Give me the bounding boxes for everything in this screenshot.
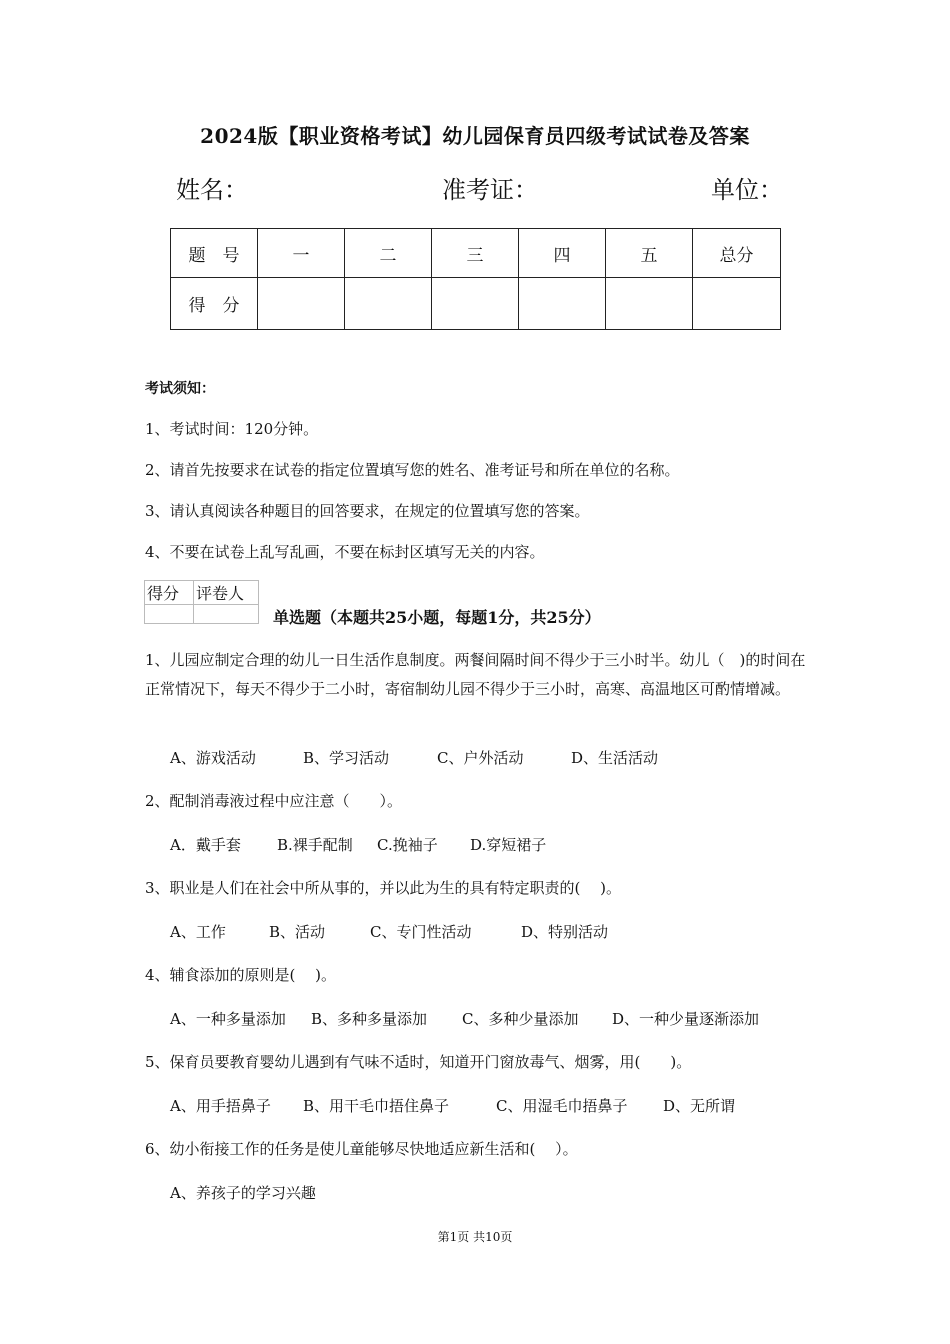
score-table-score-row — [171, 278, 781, 330]
question-3-text: 3、职业是人们在社会中所从事的，并以此为生的具有特定职责的( )。 — [145, 879, 622, 897]
unit-field-label: 单位： — [711, 176, 783, 204]
question-2-option-c: C.挽袖子 — [377, 836, 438, 854]
grader-score-label: 得分 — [145, 581, 194, 605]
score-table — [170, 228, 781, 330]
section-1-score-cell — [258, 278, 345, 330]
grader-score-cell — [145, 605, 194, 624]
question-2-option-b: B.裸手配制 — [277, 836, 353, 854]
score-table-header-row — [171, 229, 781, 278]
question-5-option-b: B、用干毛巾捂住鼻子 — [303, 1097, 450, 1115]
section-5-score-cell — [606, 278, 693, 330]
section-title: 单选题（本题共25小题，每题1分，共25分） — [273, 608, 601, 627]
question-4-option-a: A、一种多量添加 — [170, 1010, 286, 1028]
section-2-header: 二 — [345, 229, 432, 278]
section-2-score-cell — [345, 278, 432, 330]
notice-item: 3、请认真阅读各种题目的回答要求，在规定的位置填写您的答案。 — [145, 502, 590, 520]
score-row-label: 得 分 — [171, 278, 258, 330]
question-number-header: 题 号 — [171, 229, 258, 278]
question-3-option-b: B、活动 — [269, 923, 326, 941]
question-2-option-a: A．戴手套 — [170, 836, 241, 854]
page-footer: 第1页 共10页 — [437, 1230, 513, 1244]
question-1-option-a: A、游戏活动 — [170, 749, 256, 767]
question-3-option-c: C、专门性活动 — [370, 923, 472, 941]
total-score-cell — [693, 278, 781, 330]
notice-item: 1、考试时间：120分钟。 — [145, 420, 319, 438]
question-4-option-d: D、一种少量逐渐添加 — [612, 1010, 760, 1028]
section-4-header: 四 — [519, 229, 606, 278]
section-3-score-cell — [432, 278, 519, 330]
section-1-header: 一 — [258, 229, 345, 278]
question-4-option-c: C、多种少量添加 — [462, 1010, 579, 1028]
document-title: 2024版【职业资格考试】幼儿园保育员四级考试试卷及答案 — [200, 124, 750, 148]
question-1-text: 1、儿园应制定合理的幼儿一日生活作息制度。两餐间隔时间不得少于三小时半。幼儿（ )的时间在正常情况下，每天不得少于二小时，寄宿制幼儿园不得少于三小时，高寒、高温地区可酌情增减。 — [145, 651, 806, 698]
grader-reviewer-cell — [194, 605, 259, 624]
section-3-header: 三 — [432, 229, 519, 278]
question-5-option-c: C、用湿毛巾捂鼻子 — [496, 1097, 628, 1115]
grader-box — [144, 580, 259, 624]
question-4-text: 4、辅食添加的原则是( )。 — [145, 966, 337, 984]
question-4-option-b: B、多种多量添加 — [311, 1010, 428, 1028]
notice-item: 2、请首先按要求在试卷的指定位置填写您的姓名、准考证号和所在单位的名称。 — [145, 461, 680, 479]
question-1-option-c: C、户外活动 — [437, 749, 524, 767]
total-score-header: 总分 — [693, 229, 781, 278]
question-2-option-d: D.穿短裙子 — [470, 836, 547, 854]
question-3-option-a: A、工作 — [170, 923, 226, 941]
exam-notice-heading: 考试须知： — [145, 381, 215, 397]
section-4-score-cell — [519, 278, 606, 330]
question-3-option-d: D、特别活动 — [521, 923, 609, 941]
question-5-option-a: A、用手捂鼻子 — [170, 1097, 271, 1115]
name-field-label: 姓名： — [176, 176, 248, 204]
question-5-option-d: D、无所谓 — [663, 1097, 736, 1115]
section-5-header: 五 — [606, 229, 693, 278]
question-2-text: 2、配制消毒液过程中应注意（ ）。 — [145, 792, 403, 810]
question-6-text: 6、幼小衔接工作的任务是使儿童能够尽快地适应新生活和( ）。 — [145, 1140, 578, 1158]
question-1-option-b: B、学习活动 — [303, 749, 390, 767]
question-1-option-d: D、生活活动 — [571, 749, 659, 767]
grader-reviewer-label: 评卷人 — [194, 581, 259, 605]
question-5-text: 5、保育员要教育婴幼儿遇到有气味不适时，知道开门窗放毒气、烟雾，用( )。 — [145, 1053, 692, 1071]
notice-item: 4、不要在试卷上乱写乱画，不要在标封区填写无关的内容。 — [145, 543, 545, 561]
question-6-option-a: A、养孩子的学习兴趣 — [170, 1184, 316, 1202]
exam-number-field-label: 准考证： — [442, 176, 538, 204]
